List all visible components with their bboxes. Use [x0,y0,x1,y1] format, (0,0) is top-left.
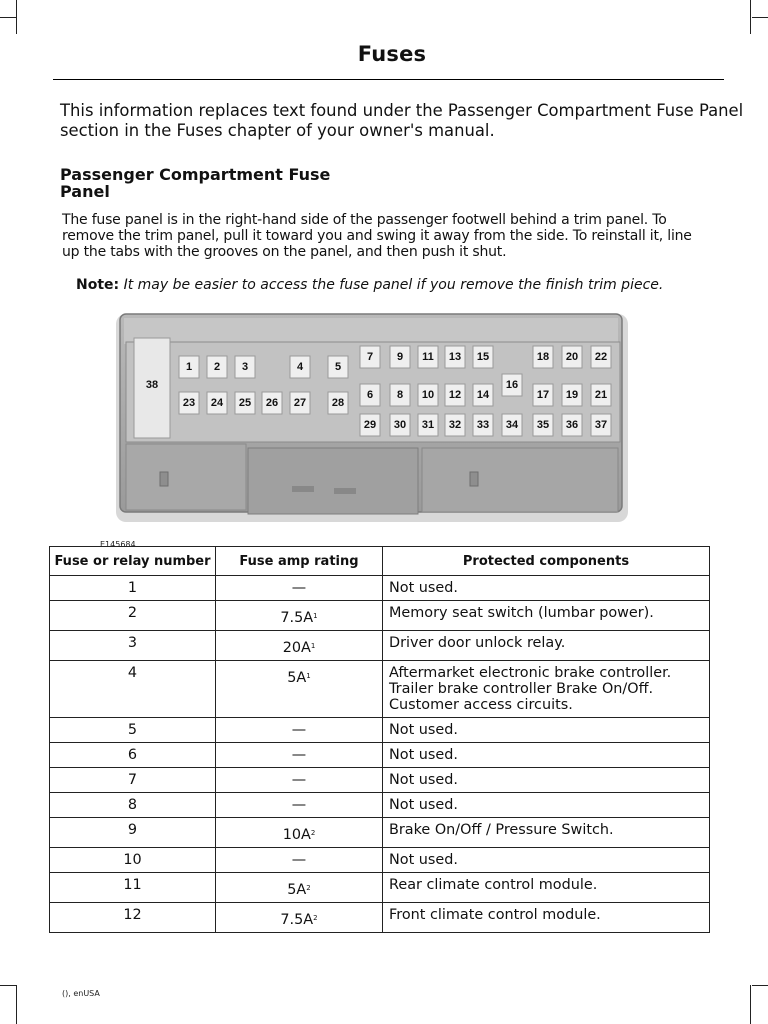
component-line: Not used. [389,747,458,763]
intro-paragraph: This information replaces text found under the Passenger Compartment Fuse Panel section in the Fuses chapter of your owner's manual. [60,101,744,140]
amp-rating-cell [216,743,383,768]
amp-value: 5A [287,882,307,898]
fuse-label: 37 [594,419,608,431]
clip-left [160,472,168,486]
amp-value: 5A [287,670,307,686]
amp-rating-cell [216,576,383,601]
fuse-label: 5 [334,361,342,373]
fuse-label: 22 [594,351,608,363]
fuse-number-cell: 1 [50,576,216,601]
amp-rating-cell [216,793,383,818]
fuse-label: 25 [238,397,252,409]
component-line: Front climate control module. [389,907,601,923]
panel-top-band [124,318,618,344]
fuse-label: 24 [210,397,224,409]
fuse-label: 14 [476,389,490,401]
fuse-label: 15 [476,351,490,363]
amp-value: — [291,852,307,868]
lower-center-panel [248,448,418,514]
protected-components-cell [383,873,710,903]
fuse-label: 26 [265,397,279,409]
footnote-marker: 2 [310,829,316,837]
table-row [50,576,710,601]
protected-components-cell [383,768,710,793]
protected-components-cell [383,793,710,818]
fuse-label: 32 [448,419,462,431]
component-line: Customer access circuits. [389,697,573,713]
protected-components-cell [383,818,710,848]
latch [292,486,314,492]
crop-mark [0,985,16,986]
fuse-number-cell: 4 [50,661,216,718]
fuse-label: 9 [396,351,404,363]
crop-mark [752,985,768,986]
table-body [50,576,710,933]
fuse-number-cell: 5 [50,718,216,743]
fuse-number-cell: 7 [50,768,216,793]
latch [334,488,356,494]
fuse-label: 12 [448,389,462,401]
amp-rating-cell [216,661,383,718]
amp-rating-cell [216,718,383,743]
crop-mark [0,17,16,18]
component-line: Memory seat switch (lumbar power). [389,605,654,621]
protected-components-cell [383,631,710,661]
table-row [50,661,710,718]
component-line: Driver door unlock relay. [389,635,566,651]
protected-components-cell [383,848,710,873]
fuse-label: 16 [505,379,519,391]
fuse-label: 31 [421,419,435,431]
protected-components-cell [383,718,710,743]
crop-mark [16,985,17,1024]
protected-components-cell [383,661,710,718]
fuse-number-cell: 11 [50,873,216,903]
amp-value: — [291,580,307,596]
footnote-marker: 2 [306,884,311,892]
fuse-label: 8 [396,389,404,401]
fuse-number-cell: 6 [50,743,216,768]
footnote-marker: 1 [306,672,311,680]
header-fuse-number: Fuse or relay number [50,547,216,576]
protected-components-cell [383,743,710,768]
table-row [50,873,710,903]
fuse-label: 29 [363,419,377,431]
fuse-label: 13 [448,351,462,363]
table-row [50,793,710,818]
crop-mark [16,0,17,34]
fuse-number-cell: 3 [50,631,216,661]
table-row [50,601,710,631]
fuse-label: 34 [505,419,519,431]
fuse-panel-diagram [112,308,630,524]
fuse-label: 36 [565,419,579,431]
fuse-number-cell: 8 [50,793,216,818]
amp-rating-cell [216,903,383,933]
table-header-row [50,547,710,576]
fuse-label: 11 [422,351,434,363]
amp-value: 7.5A [280,610,314,626]
protected-components-cell [383,576,710,601]
fuse-number-cell: 10 [50,848,216,873]
clip-right [470,472,478,486]
component-line: Brake On/Off / Pressure Switch. [389,822,614,838]
fuse-number-cell: 9 [50,818,216,848]
page-title: Fuses [357,42,427,66]
note-label: Note: [76,277,120,293]
protected-components-cell [383,601,710,631]
component-line: Not used. [389,852,458,868]
fuse-label: 3 [241,361,249,373]
fuse-table [49,546,710,933]
component-line: Not used. [389,772,458,788]
amp-value: 7.5A [280,912,314,928]
section-heading: Passenger Compartment Fuse Panel [60,165,331,201]
note-text: It may be easier to access the fuse panel if you remove the finish trim piece. [123,277,664,293]
table-row [50,718,710,743]
amp-rating-cell [216,848,383,873]
fuse-number-cell: 2 [50,601,216,631]
fuse-label: 18 [536,351,550,363]
title-divider [53,79,724,80]
crop-mark [750,985,751,1024]
table-row [50,743,710,768]
footnote-marker: 1 [313,612,318,620]
component-line: Rear climate control module. [389,877,598,893]
table-row [50,848,710,873]
component-line: Trailer brake controller Brake On/Off. [389,681,654,697]
fuse-number-cell: 12 [50,903,216,933]
fuse-label: 33 [476,419,490,431]
fuse-label: 21 [594,389,608,401]
fuse-label: 38 [145,379,159,391]
amp-value: 10A [282,827,311,843]
fuse-label: 17 [536,389,550,401]
amp-rating-cell [216,631,383,661]
amp-rating-cell [216,873,383,903]
table-row [50,818,710,848]
fuse-label: 28 [331,397,345,409]
lower-left-panel [126,444,246,510]
fuse-label: 35 [536,419,550,431]
fuse-label: 1 [185,361,193,373]
crop-mark [752,17,768,18]
note [76,277,756,293]
amp-rating-cell [216,768,383,793]
fuse-label: 6 [366,389,374,401]
footnote-marker: 2 [313,914,318,922]
fuse-label: 2 [213,361,221,373]
amp-value: 20A [282,640,311,656]
table-row [50,903,710,933]
fuse-label: 23 [182,397,196,409]
lower-right-panel [422,448,618,512]
fuse-label: 7 [366,351,374,363]
header-amp-rating: Fuse amp rating [216,547,383,576]
amp-value: — [291,772,307,788]
header-protected-components: Protected components [383,547,710,576]
component-line: Aftermarket electronic brake controller. [389,665,672,681]
component-line: Not used. [389,580,458,596]
fuse-label: 20 [565,351,579,363]
component-line: Not used. [389,722,458,738]
fuse-label: 30 [393,419,407,431]
figure-id: E145684 [100,540,136,549]
section-body: The fuse panel is in the right-hand side of the passenger footwell behind a trim panel. To remove the trim panel, pull it toward you and swing it away from the side. To reinstall it, line up the tabs with the grooves on the panel, and then push it shut. [62,212,692,260]
crop-mark [750,0,751,34]
component-line: Not used. [389,797,458,813]
protected-components-cell [383,903,710,933]
footnote-marker: 1 [310,642,316,650]
table-row [50,768,710,793]
amp-value: — [291,722,307,738]
amp-rating-cell [216,601,383,631]
amp-rating-cell [216,818,383,848]
fuse-label: 19 [565,389,579,401]
table-row [50,631,710,661]
footer-text: (), enUSA [62,989,100,998]
fuse-label: 27 [293,397,307,409]
fuse-label: 10 [421,389,435,401]
amp-value: — [291,797,307,813]
amp-value: — [291,747,307,763]
fuse-label: 4 [296,361,304,373]
